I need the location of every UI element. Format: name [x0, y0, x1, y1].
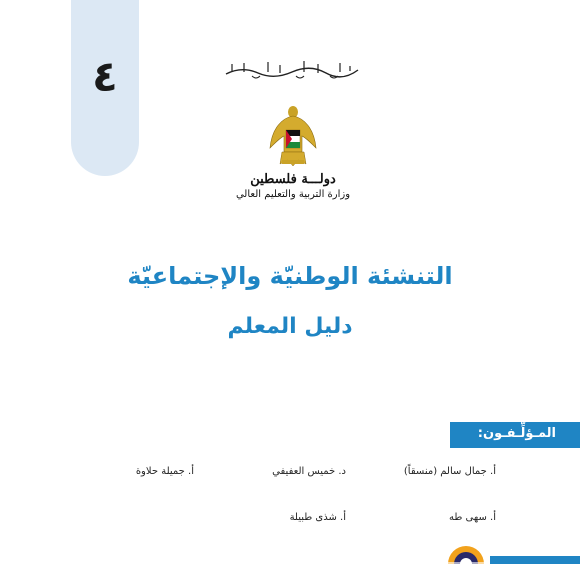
book-subtitle: دليل المعلم	[227, 314, 353, 339]
author-name: أ. جميلة حلاوة	[135, 466, 194, 477]
author-name: أ. شذى طبيلة	[289, 512, 346, 523]
author-name: د. خميس العفيفي	[272, 466, 346, 477]
grade-number: ٤	[92, 52, 118, 101]
ministry-name: وزارة التربية والتعليم العالي	[235, 189, 351, 200]
palestine-emblem-icon	[268, 104, 318, 170]
grade-tab	[71, 0, 139, 176]
authors-header-bar	[450, 422, 580, 448]
author-name: أ. سهى طه	[449, 512, 496, 523]
state-name: دولـــة فلسطين	[250, 172, 336, 187]
author-name: أ. جمال سالم (منسقاً)	[403, 466, 496, 477]
basmala-calligraphy	[222, 58, 362, 82]
book-title: التنشئة الوطنيّة والإجتماعيّة	[127, 262, 453, 290]
authors-label: المـؤلِّـفـون:	[477, 426, 556, 441]
footer-accent-bar	[490, 556, 580, 564]
